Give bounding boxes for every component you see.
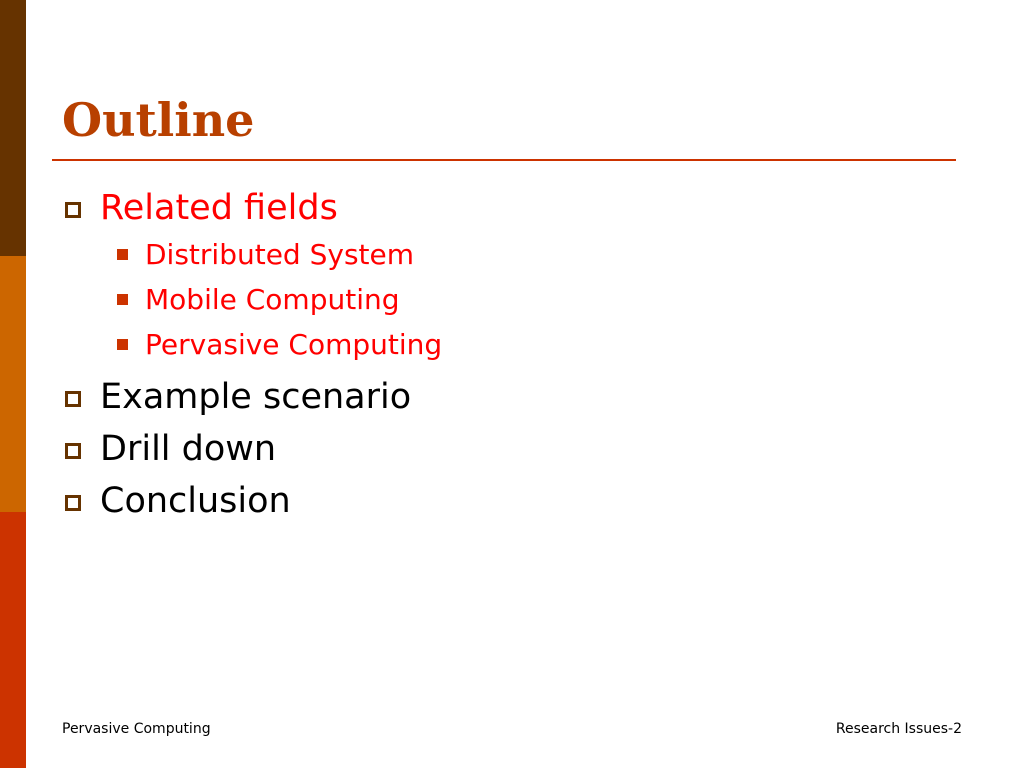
outline-item-label: Related fields <box>100 188 338 228</box>
footer-course-name: Pervasive Computing <box>62 721 211 737</box>
subitem-label: Distributed System <box>145 238 415 271</box>
side-bar-bottom <box>0 512 26 768</box>
hollow-square-bullet-icon <box>65 495 81 511</box>
side-bar-top <box>0 0 26 256</box>
outline-item-related-fields <box>62 186 442 367</box>
side-bar-middle <box>0 256 26 512</box>
outline-item-drill-down <box>62 427 442 471</box>
subitem-distributed-system <box>100 232 442 277</box>
outline-item-conclusion <box>62 479 442 523</box>
hollow-square-bullet-icon <box>65 202 81 218</box>
title-underline <box>52 159 956 161</box>
subitem-mobile-computing <box>100 277 442 322</box>
outline-list <box>62 186 442 531</box>
hollow-square-bullet-icon <box>65 391 81 407</box>
hollow-square-bullet-icon <box>65 443 81 459</box>
filled-square-bullet-icon <box>117 339 128 350</box>
filled-square-bullet-icon <box>117 294 128 305</box>
subitem-label: Pervasive Computing <box>145 328 443 361</box>
filled-square-bullet-icon <box>117 249 128 260</box>
subitem-label: Mobile Computing <box>145 283 400 316</box>
slide-title: Outline <box>62 93 255 147</box>
outline-item-label: Drill down <box>100 429 277 469</box>
footer-slide-number: Research Issues-2 <box>835 721 962 737</box>
outline-item-label: Example scenario <box>100 377 412 417</box>
outline-item-example-scenario <box>62 375 442 419</box>
related-fields-sublist <box>100 232 442 367</box>
subitem-pervasive-computing <box>100 322 442 367</box>
outline-item-label: Conclusion <box>100 481 291 521</box>
